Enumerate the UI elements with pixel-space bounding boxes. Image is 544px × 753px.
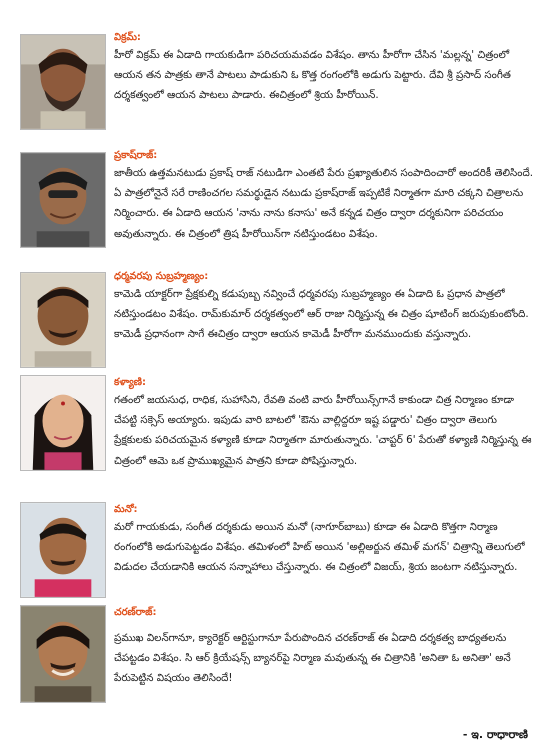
actor-photo	[20, 375, 106, 471]
actor-name: చరణ్‌రాజ్‌:	[114, 607, 157, 618]
portrait-image	[21, 273, 105, 367]
entry-text: హీరో విక్రమ్‌ ఈ ఏడాది గాయకుడిగా పరిచయమవడం విశేషం. తాను హీరోగా చేసిన 'మల్లన్న' చిత్రంలో ఆయన తన పాత్రకు తానే పాటలు పాడుకుని ఓ కొత్త రంగంలోకి అడుగు పెట్టారు. దేవి శ్రీ ప్రసాద్‌ సంగీత దర్శకత్వంలో ఆయన పాటలు పాడారు. ఈచిత్రంలో శ్రియ హీరోయిన్‌.	[114, 49, 511, 102]
entry-text: మరో గాయకుడు, సంగీత దర్శకుడు అయిన మనో (నాగూర్‌బాబు) కూడా ఈ ఏడాది కొత్తగా నిర్మాణ రంగంలోకి అడుగుపెట్టడం విశేషం. తమిళంలో హిట్‌ అయిన 'అల్లిఅర్జున తమిళ్‌ మగన్‌' చిత్రాన్ని తెలుగులో విడుదల చేయడానికి ఆయన సన్నాహాలు చేస్తున్నారు. ఈ చిత్రంలో విజయ్‌, శ్రియ జంటగా నటిస్తున్నారు.	[114, 521, 525, 574]
portrait-image	[21, 376, 105, 470]
actor-photo	[20, 34, 106, 130]
entry-text: గతంలో జయసుధ, రాధిక, సుహాసిని, రేవతి వంటి వారు హీరోయిన్స్‌గానే కాకుండా చిత్ర నిర్మాణం కూడా చేపట్టి సక్సెస్‌ అయ్యారు. ఇపుడు వారి బాటలో 'ఔను వాల్లిద్దరూ ఇష్ట పడ్డారు' చిత్రం ద్వారా తెలుగు ప్రేక్షకులకు పరిచయమైన కళ్యాణి కూడా నిర్మాతగా మారుతున్నారు. 'చాప్టర్‌ 6' పేరుతో కళ్యాణి నిర్మిస్తున్న ఈ చిత్రంలో ఆమె ఒక ప్రాముఖ్యమైన పాత్రని కూడా పోషిస్తున్నారు.	[114, 394, 532, 467]
actor-name: ధర్మవరపు సుబ్రహ్మణ్యం:	[114, 271, 209, 282]
actor-photo	[20, 502, 106, 598]
actor-name: మనో:	[114, 504, 138, 515]
actor-photo	[20, 152, 106, 248]
entry-text: ప్రముఖ విలన్‌గానూ, క్యారెక్టర్‌ ఆర్టిస్టుగానూ పేరుపొందిన చరణ్‌రాజ్‌ ఈ ఏడాది దర్శకత్వ బాధ్యతలను చేపట్టడం విశేషం. సి ఆర్‌ క్రియేషన్స్‌ బ్యానర్‌పై నిర్మాణ మవుతున్న ఈ చిత్రానికి 'అనితా ఓ అనితా' అనే పేరుపెట్టిన విషయం తెలిసిందే!	[114, 632, 511, 685]
portrait-image	[21, 503, 105, 597]
actor-name: కళ్యాణి:	[114, 377, 147, 388]
portrait-image	[21, 153, 105, 247]
actor-name: విక్రమ్‌:	[114, 32, 141, 43]
portrait-image	[21, 35, 105, 129]
entry-text: కామెడి యాక్టర్‌గా ప్రేక్షకుల్ని కడుపుబ్బ నవ్వించే ధర్మవరపు సుబ్రహ్మణ్యం ఈ ఏడాది ఓ ప్రధాన పాత్రలో నటిస్తుండటం విశేషం. రామ్‌కుమార్‌ దర్శకత్వంలో ఆర్‌ రాజు నిర్మిస్తున్న ఈ చిత్రం షూటింగ్‌ జరుపుకుంటోంది. కామెడీ ప్రధానంగా సాగే ఈచిత్రం ద్వారా ఆయన కామెడీ హీరోగా మనముందుకు వస్తున్నారు.	[114, 288, 529, 341]
actor-photo	[20, 272, 106, 368]
portrait-image	[21, 606, 105, 702]
author-signature: - ఇ. రాధారాణి	[462, 728, 528, 741]
actor-photo	[20, 605, 106, 703]
actor-name: ప్రకాష్‌రాజ్‌:	[114, 150, 158, 161]
entry-text: జాతీయ ఉత్తమనటుడు ప్రకాష్‌ రాజ్‌ నటుడిగా ఎంతటి పేరు ప్రఖ్యాతులిన సంపాదించారో అందరికీ తెలిసిందే. ఏ పాత్రలోనైనే సరే రాణించగల సమర్థుడైన నటుడు ప్రకాష్‌రాజ్‌ ఇప్పటికే నిర్మాతగా మారి చక్కని చిత్రాలను నిర్మించారు. ఈ ఏడాది ఆయన 'నాను నాను కనాసు' అనే కన్నడ చిత్రం ద్వారా దర్శకునిగా పరిచయం అవుతున్నారు. ఈ చిత్రంలో త్రిష హీరోయిన్‌గా నటిస్తుండటం విశేషం.	[114, 167, 534, 240]
